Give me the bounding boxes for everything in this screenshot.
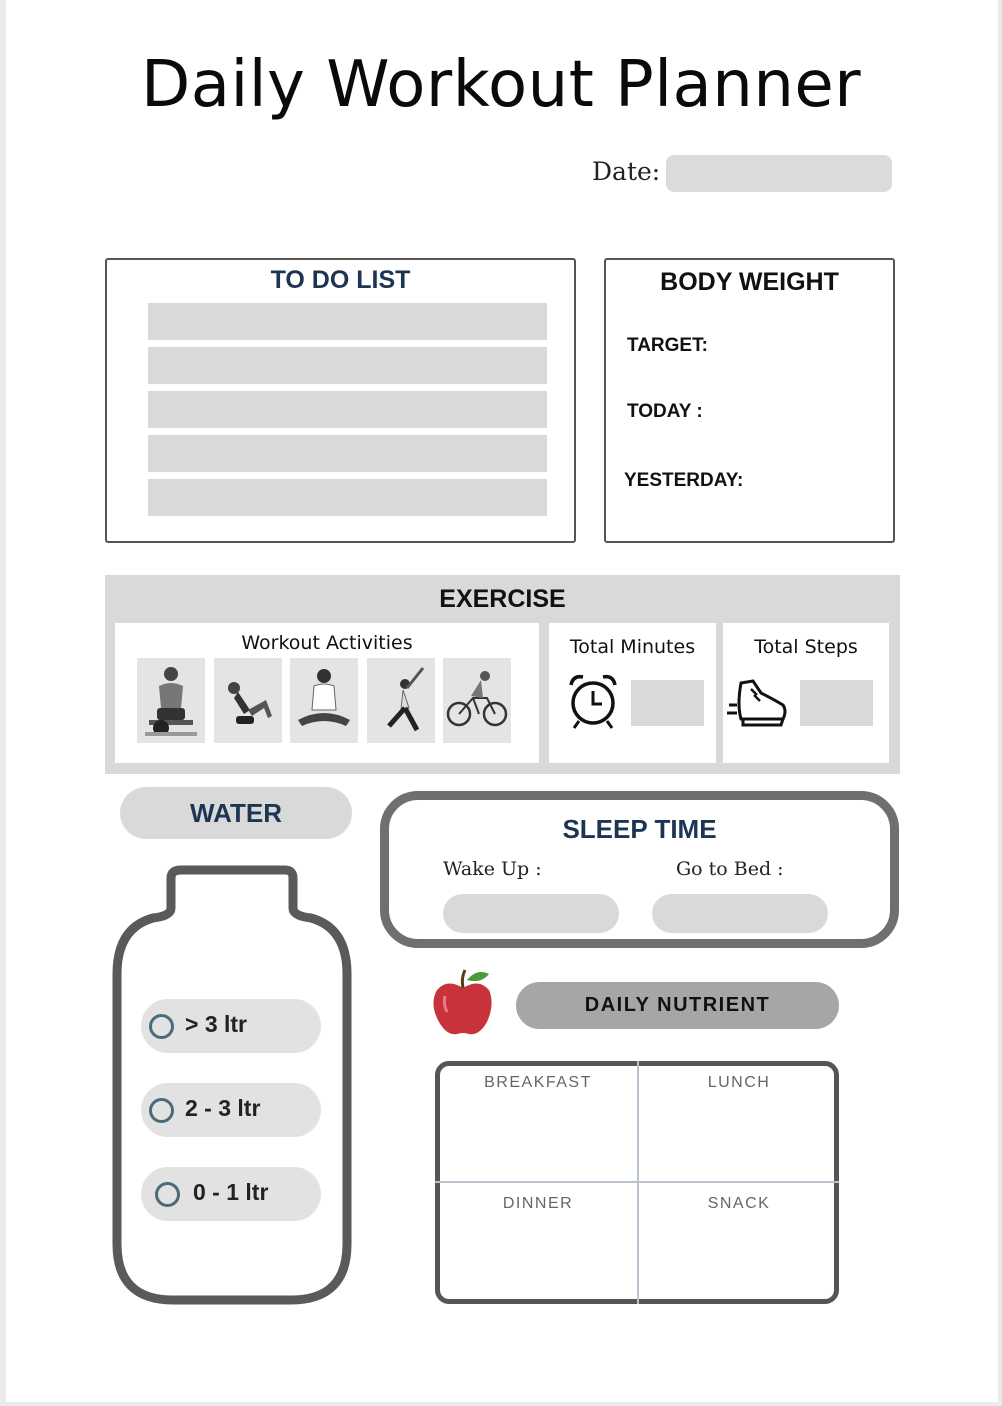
meal-grid <box>435 1061 839 1304</box>
date-label: Date: <box>592 157 661 186</box>
go-to-bed-field[interactable] <box>652 894 828 933</box>
today-weight-label: TODAY : <box>627 401 703 422</box>
todo-line[interactable] <box>148 303 547 340</box>
water-title: WATER <box>120 787 352 839</box>
daily-nutrient-title: DAILY NUTRIENT <box>516 982 839 1029</box>
wake-up-field[interactable] <box>443 894 619 933</box>
water-option-label: 2 - 3 ltr <box>185 1095 261 1121</box>
apple-icon <box>431 966 495 1043</box>
sit-up-icon <box>214 658 282 743</box>
total-steps-panel <box>723 623 889 763</box>
body-weight-title: BODY WEIGHT <box>660 268 839 296</box>
water-option-label: > 3 ltr <box>185 1011 248 1037</box>
cycling-icon <box>443 658 511 743</box>
body-weight-box <box>604 258 895 543</box>
exercise-section <box>105 575 900 774</box>
meditation-icon <box>290 658 358 743</box>
running-shoe-icon <box>727 675 789 736</box>
total-steps-label: Total Steps <box>754 636 858 658</box>
alarm-clock-icon <box>565 671 621 736</box>
todo-list-box <box>105 258 576 543</box>
dinner-label: DINNER <box>502 1195 574 1212</box>
sleep-time-section <box>380 791 899 948</box>
todo-line[interactable] <box>148 391 547 428</box>
snack-label: SNACK <box>707 1195 771 1212</box>
todo-list-title: TO DO LIST <box>270 266 411 294</box>
workout-activities-label: Workout Activities <box>241 632 413 654</box>
dumbbell-icon <box>137 658 205 743</box>
total-minutes-panel <box>549 623 716 763</box>
target-weight-label: TARGET: <box>627 335 708 356</box>
water-option-3-plus[interactable] <box>141 999 321 1053</box>
water-option-0-1[interactable] <box>141 1167 321 1221</box>
lunch-label: LUNCH <box>707 1074 771 1091</box>
yesterday-weight-label: YESTERDAY: <box>624 470 744 491</box>
go-to-bed-label: Go to Bed : <box>676 858 784 880</box>
total-minutes-label: Total Minutes <box>569 636 696 658</box>
total-minutes-field[interactable] <box>631 680 704 726</box>
water-option-label: 0 - 1 ltr <box>193 1179 269 1205</box>
date-field[interactable] <box>666 155 892 192</box>
wake-up-label: Wake Up : <box>443 858 542 880</box>
total-steps-field[interactable] <box>800 680 873 726</box>
todo-line[interactable] <box>148 479 547 516</box>
todo-line[interactable] <box>148 435 547 472</box>
sleep-time-title: SLEEP TIME <box>562 814 717 844</box>
water-option-2-3[interactable] <box>141 1083 321 1137</box>
meal-grid-divider-horizontal <box>435 1181 839 1183</box>
todo-line[interactable] <box>148 347 547 384</box>
page-title: Daily Workout Planner <box>140 48 862 122</box>
breakfast-label: BREAKFAST <box>484 1074 592 1091</box>
workout-activities-panel <box>115 623 539 763</box>
radio-icon[interactable] <box>149 1014 174 1039</box>
yoga-pose-icon <box>367 658 435 743</box>
exercise-title: EXERCISE <box>439 585 566 613</box>
radio-icon[interactable] <box>149 1098 174 1123</box>
radio-icon[interactable] <box>155 1182 180 1207</box>
